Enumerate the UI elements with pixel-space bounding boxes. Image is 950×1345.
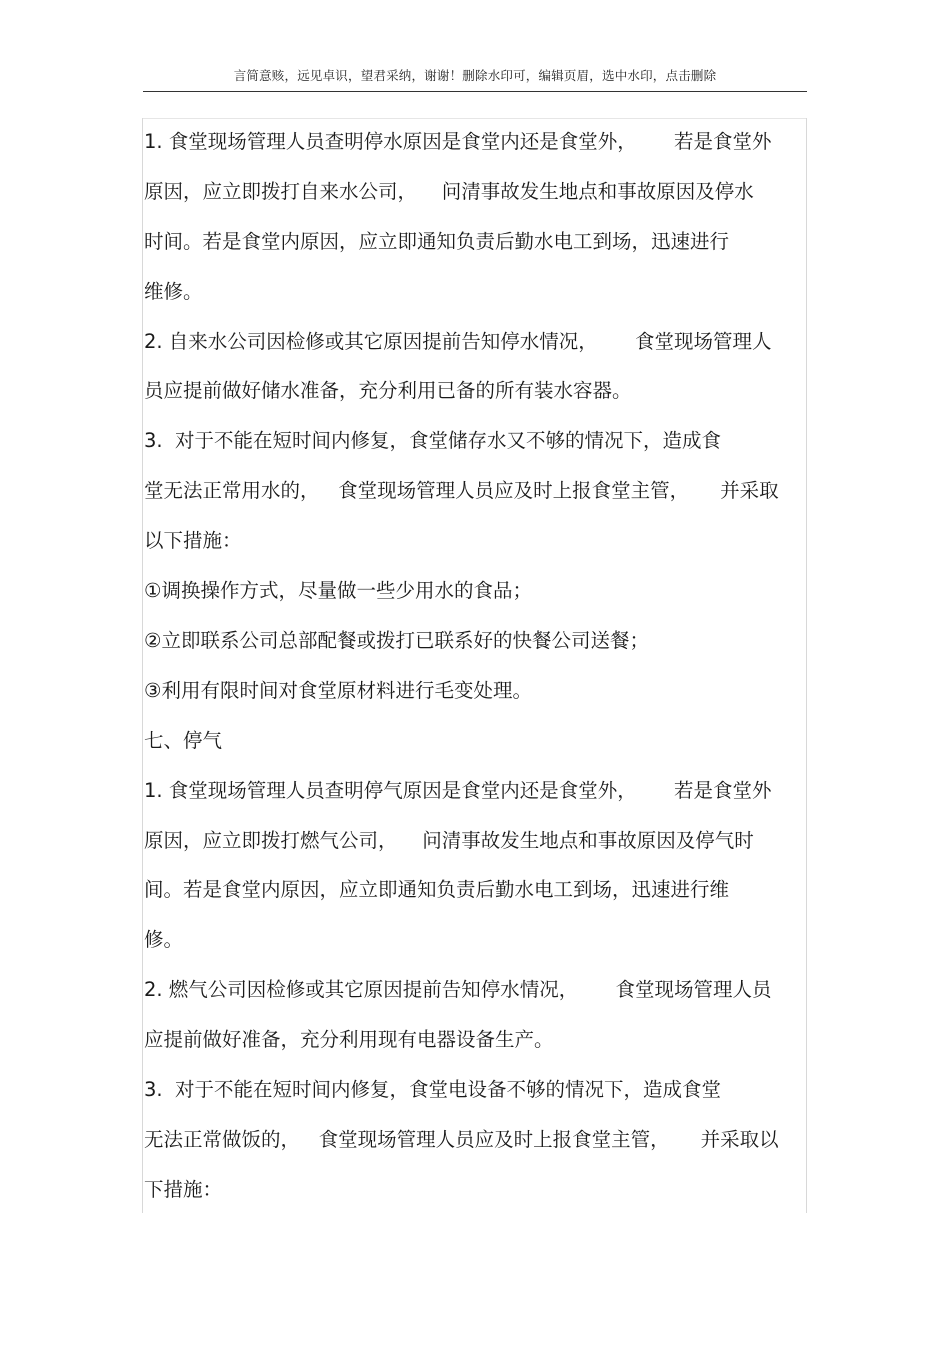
list-item: ②立即联系公司总部配餐或拨打已联系好的快餐公司送餐； [144,629,649,652]
body-line: 原因，应立即拨打自来水公司， 问清事故发生地点和事故原因及停水 [144,180,754,203]
body-line: 1. 食堂现场管理人员查明停气原因是食堂内还是食堂外， 若是食堂外 [144,779,772,802]
body-line: 无法正常做饭的， 食堂现场管理人员应及时上报食堂主管， 并采取以 [144,1128,779,1151]
body-line: 3. 对于不能在短时间内修复，食堂储存水又不够的情况下，造成食 [144,429,722,452]
header-divider [143,91,807,92]
text-frame-left-border [142,118,143,1213]
body-line: 下措施： [144,1178,223,1201]
body-line: 2. 燃气公司因检修或其它原因提前告知停水情况， 食堂现场管理人员 [144,978,772,1001]
text-frame-top-border [142,118,806,119]
body-line: 堂无法正常用水的， 食堂现场管理人员应及时上报食堂主管， 并采取 [144,479,779,502]
body-line: 间。若是食堂内原因，应立即通知负责后勤水电工到场，迅速进行维 [144,878,730,901]
body-line: 3. 对于不能在短时间内修复，食堂电设备不够的情况下，造成食堂 [144,1078,722,1101]
body-line: 应提前做好准备，充分利用现有电器设备生产。 [144,1028,554,1051]
body-line: 以下措施： [144,529,242,552]
body-line: 1. 食堂现场管理人员查明停水原因是食堂内还是食堂外， 若是食堂外 [144,130,772,153]
list-item: ③利用有限时间对食堂原材料进行毛变处理。 [144,679,532,702]
body-line: 修。 [144,928,184,951]
section-heading: 七、停气 [144,729,223,752]
body-line: 时间。若是食堂内原因，应立即通知负责后勤水电工到场，迅速进行 [144,230,730,253]
body-line: 维修。 [144,280,203,303]
body-line: 2. 自来水公司因检修或其它原因提前告知停水情况， 食堂现场管理人 [144,330,772,353]
body-line: 原因，应立即拨打燃气公司， 问清事故发生地点和事故原因及停气时 [144,829,754,852]
body-line: 员应提前做好储水准备，充分利用已备的所有装水容器。 [144,379,632,402]
list-item: ①调换操作方式，尽量做一些少用水的食品； [144,579,532,602]
page-header: 言简意赅，远见卓识，望君采纳，谢谢！删除水印可，编辑页眉，选中水印，点击删除 [233,68,717,83]
